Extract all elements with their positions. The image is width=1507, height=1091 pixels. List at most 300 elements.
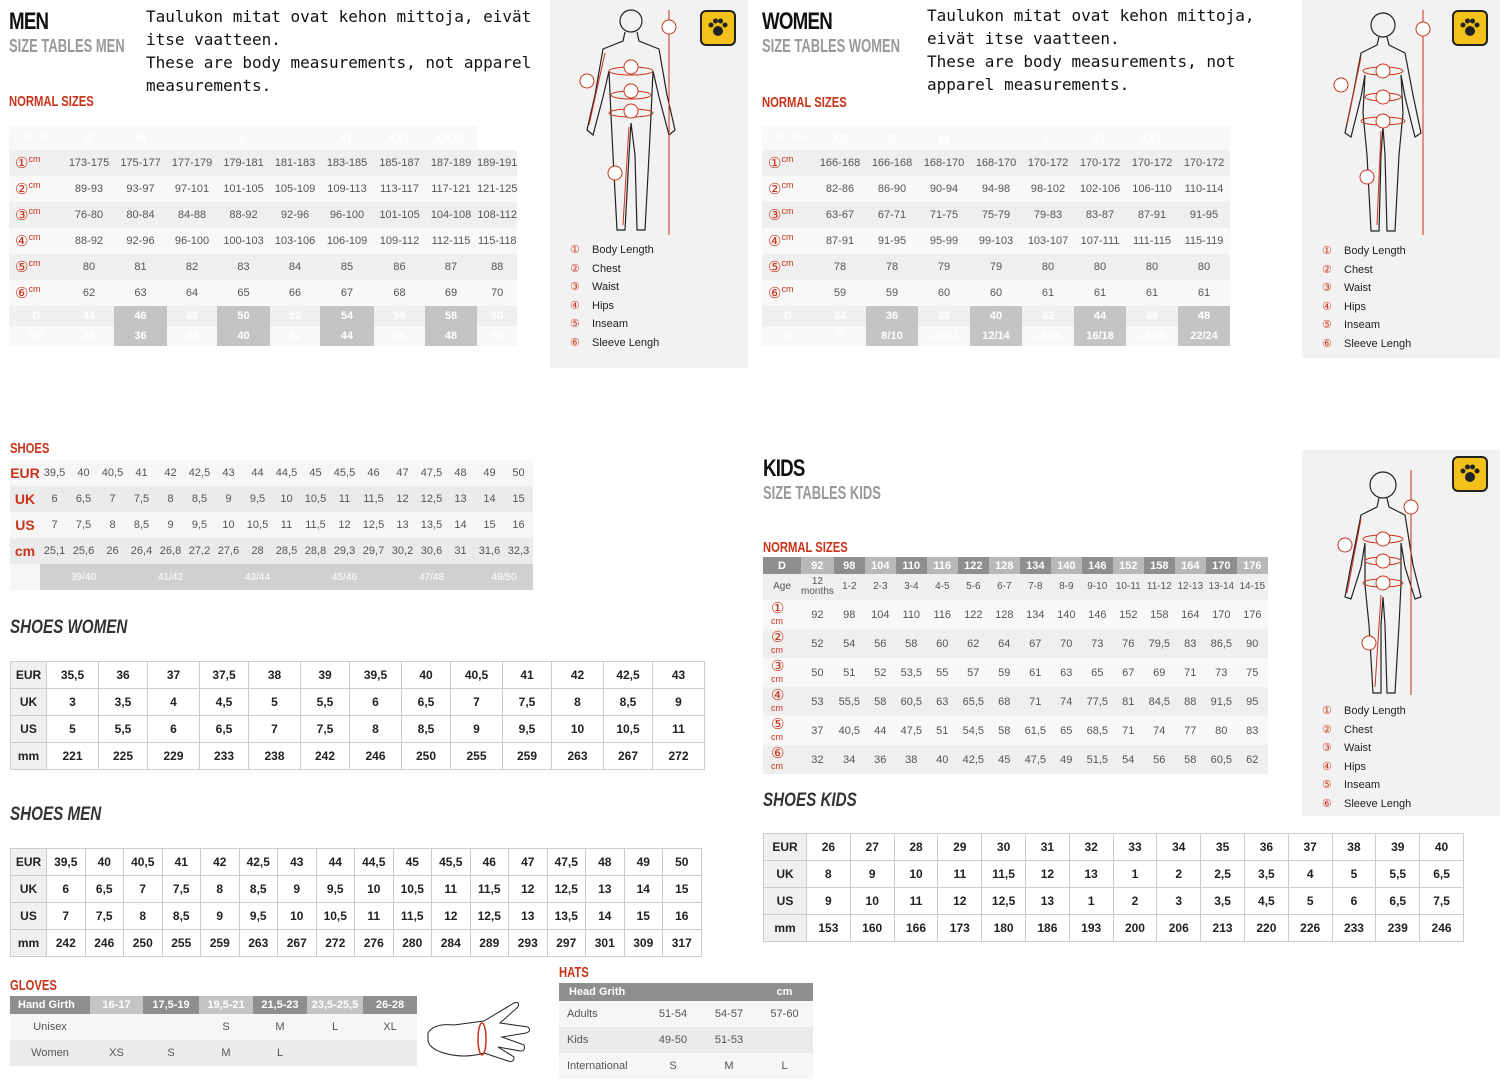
shoe-size-cell: 9 <box>451 716 503 743</box>
shoe-cell: 39,5 <box>40 460 69 486</box>
table-cell: 86 <box>374 254 425 280</box>
kids-header-cell: 104 <box>865 557 896 574</box>
shoe-size-cell: 2,5 <box>1201 861 1245 888</box>
shoe-size-cell: 246 <box>350 743 402 770</box>
hats-cell: 51-53 <box>702 1027 756 1053</box>
legend-item <box>1322 335 1411 354</box>
kids-cell: 95 <box>1237 687 1268 716</box>
hats-cell: 51-54 <box>644 1001 702 1027</box>
kids-cell: 38 <box>896 745 927 774</box>
shoe-cell: 45 <box>301 460 330 486</box>
shoe-size-cell: 297 <box>547 930 586 957</box>
row-label <box>9 176 64 202</box>
gloves-cell <box>90 1014 143 1040</box>
kids-cell: 146 <box>1082 600 1113 629</box>
row-label <box>763 745 801 774</box>
measure-number-icon: ② <box>1322 263 1332 276</box>
legend-item <box>1322 776 1411 795</box>
kids-cell: 88 <box>1175 687 1206 716</box>
shoe-cell: 50 <box>504 460 533 486</box>
men-legend <box>570 241 659 353</box>
shoe-cell: 9 <box>214 486 243 512</box>
shoe-size-cell: 10,5 <box>316 903 355 930</box>
shoe-size-cell: 10 <box>894 861 938 888</box>
shoe-size-cell: 6 <box>350 689 402 716</box>
table-cell: 87-91 <box>814 228 866 254</box>
measure-number-icon: ⑥ <box>771 744 785 762</box>
women-figure-panel <box>1302 0 1500 358</box>
shoe-cell: 27,6 <box>214 538 243 564</box>
shoe-size-cell: 15 <box>624 903 663 930</box>
shoe-size-cell: 3,5 <box>1244 861 1288 888</box>
kids-cell: 86,5 <box>1206 629 1237 658</box>
measure-number-icon: ⑤ <box>768 259 782 276</box>
kids-header-cell: 140 <box>1051 557 1082 574</box>
legend-item <box>1322 316 1411 335</box>
kids-cell: 52 <box>801 629 834 658</box>
kids-header-cell: 152 <box>1113 557 1144 574</box>
row-label <box>763 658 801 687</box>
shoe-size-cell: 45,5 <box>432 849 471 876</box>
legend-label: Sleeve Lengh <box>592 336 660 349</box>
shoe-size-cell: 44,5 <box>355 849 394 876</box>
shoe-cell: 8 <box>156 486 185 512</box>
shoe-size-cell: 272 <box>653 743 705 770</box>
shoe-cell: 46 <box>359 460 388 486</box>
shoe-size-cell: 5 <box>249 689 301 716</box>
header-cell <box>270 126 320 150</box>
shoe-size-cell: 10,5 <box>393 876 432 903</box>
table-cell: 61 <box>1074 280 1126 306</box>
measure-number-icon: ① <box>768 155 782 172</box>
kids-cell: 74 <box>1144 716 1175 745</box>
table-cell: 168-170 <box>918 150 970 176</box>
hats-cell: 54-57 <box>702 1001 756 1027</box>
shoe-cell: 9,5 <box>185 512 214 538</box>
table-cell: 113-117 <box>374 176 425 202</box>
shoe-size-cell: 38 <box>1332 834 1376 861</box>
measure-number-icon: ③ <box>1322 282 1332 295</box>
shoe-size-cell: 239 <box>1376 915 1420 942</box>
kids-cell: 58 <box>865 687 896 716</box>
table-cell: 92-96 <box>270 202 320 228</box>
shoe-size-cell: 9 <box>653 689 705 716</box>
shoe-size-cell: 7,5 <box>162 876 201 903</box>
unit-label: cm <box>781 206 794 216</box>
shoe-row <box>10 460 533 486</box>
header-cell <box>167 126 217 150</box>
legend-label: Waist <box>592 281 620 294</box>
measure-number-icon: ⑤ <box>1322 319 1332 332</box>
table-cell: 59 <box>814 280 866 306</box>
table-cell: 85 <box>320 254 374 280</box>
shoe-size-row <box>11 689 705 716</box>
kids-age-cell: 14-15 <box>1237 574 1268 600</box>
measure-number-icon: ⑥ <box>570 336 580 349</box>
gloves-header-row <box>10 996 417 1014</box>
measure-number-icon: ⑥ <box>15 285 29 302</box>
shoe-size-cell: US <box>764 888 807 915</box>
table-row <box>762 150 1230 176</box>
male-body-outline-icon <box>565 5 685 240</box>
shoe-row-label: UK <box>10 486 40 512</box>
kids-cell: 63 <box>1051 658 1082 687</box>
shoe-size-cell: 8,5 <box>239 876 278 903</box>
kids-cell: 56 <box>865 629 896 658</box>
shoe-cell: 8 <box>98 512 127 538</box>
shoe-row-label: EUR <box>10 460 40 486</box>
shoe-size-cell: 11 <box>355 903 394 930</box>
kids-cell: 71 <box>1113 716 1144 745</box>
shoe-size-cell: 39,5 <box>350 662 402 689</box>
conversion-cell: 44 <box>64 306 114 326</box>
shoe-size-cell: 12 <box>509 876 548 903</box>
gloves-cell: XL <box>363 1014 417 1040</box>
kids-header-cell: 98 <box>834 557 865 574</box>
measure-number-icon: ② <box>768 181 782 198</box>
legend-label: Inseam <box>1344 779 1381 792</box>
hats-row <box>559 1053 813 1079</box>
table-cell: 105-109 <box>270 176 320 202</box>
kids-cell: 58 <box>1175 745 1206 774</box>
shoe-size-cell: 41 <box>503 662 552 689</box>
table-row <box>762 228 1230 254</box>
measure-number-icon: ③ <box>768 207 782 224</box>
shoe-size-cell: 42,5 <box>604 662 653 689</box>
table-cell: 99-103 <box>970 228 1022 254</box>
shoe-size-cell: 35,5 <box>47 662 99 689</box>
shoe-cell: 12,5 <box>417 486 446 512</box>
legend-item <box>570 297 659 316</box>
shoe-size-cell: 37 <box>1288 834 1332 861</box>
shoe-size-row <box>11 662 705 689</box>
kids-cell: 53,5 <box>896 658 927 687</box>
shoe-size-cell: 12 <box>938 888 982 915</box>
shoe-size-cell: 9 <box>201 903 240 930</box>
shoe-size-cell: 40 <box>85 849 124 876</box>
measure-number-icon: ⑤ <box>15 259 29 276</box>
legend-item <box>570 278 659 297</box>
kids-row <box>763 687 1268 716</box>
shoe-size-cell: 3 <box>1157 888 1201 915</box>
kids-row <box>763 745 1268 774</box>
shoe-cell: 7,5 <box>69 512 98 538</box>
table-cell: 88-92 <box>64 228 114 254</box>
women-note-en: These are body measurements, not apparel measurements. <box>927 52 1236 94</box>
header-cell: EU/US/UK <box>762 126 814 150</box>
shoe-size-cell: EUR <box>11 849 47 876</box>
hats-header-cell: cm <box>756 983 813 1001</box>
table-cell: 101-105 <box>217 176 270 202</box>
shoe-group-label: 47/48 <box>388 564 475 590</box>
measure-number-icon: ④ <box>771 686 785 704</box>
kids-age-row <box>763 574 1268 600</box>
measure-number-icon: ⑤ <box>771 715 785 733</box>
kids-cell: 32 <box>801 745 834 774</box>
conversion-cell: 50 <box>477 326 517 346</box>
table-cell: 84 <box>270 254 320 280</box>
women-note-fi: Taulukon mitat ovat kehon mittoja, eivät itse vaatteen. <box>927 6 1255 48</box>
hats-row <box>559 1027 813 1053</box>
conversion-cell: UK <box>762 326 814 346</box>
shoe-size-row <box>764 861 1464 888</box>
kids-header-cell: 134 <box>1020 557 1051 574</box>
shoe-size-cell: 8,5 <box>162 903 201 930</box>
kids-cell: 134 <box>1020 600 1051 629</box>
header-cell <box>1178 126 1230 150</box>
kids-cell: 90 <box>1237 629 1268 658</box>
shoe-cell: 10,5 <box>243 512 272 538</box>
shoe-size-cell: 8 <box>124 903 163 930</box>
kids-cell: 65 <box>1051 716 1082 745</box>
unit-label: cm <box>771 615 783 626</box>
kids-age-cell: 12-13 <box>1175 574 1206 600</box>
shoe-size-cell: 12 <box>432 903 471 930</box>
shoe-cell: 12 <box>330 512 359 538</box>
kids-cell: 170 <box>1206 600 1237 629</box>
shoe-cell: 48 <box>446 460 475 486</box>
header-cell: EU/US/UK <box>9 126 64 150</box>
legend-label: Hips <box>1344 760 1367 773</box>
kids-cell: 65,5 <box>958 687 989 716</box>
shoe-cell: 30,6 <box>417 538 446 564</box>
kids-cell: 56 <box>1144 745 1175 774</box>
conversion-cell: 34 <box>814 306 866 326</box>
shoe-size-cell: 9 <box>850 861 894 888</box>
table-cell: 71-75 <box>918 202 970 228</box>
shoe-cell: 9,5 <box>243 486 272 512</box>
shoe-size-cell: 39 <box>301 662 350 689</box>
measure-number-icon: ④ <box>1322 760 1332 773</box>
shoe-size-cell: 5,5 <box>99 716 148 743</box>
legend-label: Inseam <box>592 318 629 331</box>
table-cell: 96-100 <box>320 202 374 228</box>
shoe-cell: 43 <box>214 460 243 486</box>
table-cell: 80 <box>1178 254 1230 280</box>
conversion-cell: UK <box>9 326 64 346</box>
legend-label: Sleeve Lengh <box>1344 797 1412 810</box>
shoe-size-cell: 173 <box>938 915 982 942</box>
measure-number-icon: ① <box>1322 245 1332 257</box>
kids-cell: 58 <box>989 716 1020 745</box>
gloves-header-cell: Hand Girth <box>10 996 90 1014</box>
shoe-size-cell: 39,5 <box>47 849 86 876</box>
table-cell: 112-115 <box>425 228 477 254</box>
kids-cell: 71 <box>1020 687 1051 716</box>
gloves-cell: S <box>143 1040 199 1066</box>
hats-heading: HATS <box>559 964 589 981</box>
measure-number-icon: ① <box>1322 705 1332 717</box>
hats-cell <box>756 1027 813 1053</box>
unit-label: cm <box>771 702 783 713</box>
women-subtitle: SIZE TABLES WOMEN <box>762 36 901 56</box>
kids-cell: 34 <box>834 745 865 774</box>
shoe-group-label: 49/50 <box>475 564 533 590</box>
gloves-cell: Unisex <box>10 1014 90 1040</box>
shoe-size-cell: 213 <box>1201 915 1245 942</box>
shoe-size-cell: 49 <box>624 849 663 876</box>
shoe-cell: 13 <box>446 486 475 512</box>
gloves-cell: M <box>199 1040 253 1066</box>
kids-age-cell: 11-12 <box>1144 574 1175 600</box>
shoe-cell: 40,5 <box>98 460 127 486</box>
shoe-cell: 42,5 <box>185 460 214 486</box>
measure-number-icon: ⑥ <box>768 285 782 302</box>
shoe-size-cell: 6 <box>1332 888 1376 915</box>
shoe-size-cell: 13 <box>1025 888 1069 915</box>
shoe-size-cell: 206 <box>1157 915 1201 942</box>
shoe-size-row <box>11 876 702 903</box>
kids-age-cell: 5-6 <box>958 574 989 600</box>
unit-label: cm <box>28 154 41 164</box>
legend-label: Chest <box>592 262 621 275</box>
table-cell: 69 <box>425 280 477 306</box>
shoe-size-cell: 8,5 <box>402 716 451 743</box>
shoe-size-cell: 9,5 <box>239 903 278 930</box>
table-cell: 65 <box>217 280 270 306</box>
shoe-size-cell: EUR <box>764 834 807 861</box>
legend-item <box>570 315 659 334</box>
shoe-size-cell: 44 <box>316 849 355 876</box>
shoe-size-cell: 50 <box>663 849 702 876</box>
table-row <box>9 150 517 176</box>
men-note-en: These are body measurements, not apparel measurements. <box>146 53 532 95</box>
table-cell: 173-175 <box>64 150 114 176</box>
shoe-cell: 42 <box>156 460 185 486</box>
shoe-size-cell: 9 <box>278 876 317 903</box>
shoe-size-cell: 289 <box>470 930 509 957</box>
measure-number-icon: ③ <box>570 281 580 294</box>
shoe-size-cell: 45 <box>393 849 432 876</box>
row-label <box>762 280 814 306</box>
shoe-size-cell: 301 <box>586 930 625 957</box>
table-cell: 83-87 <box>1074 202 1126 228</box>
kids-age-cell: 7-8 <box>1020 574 1051 600</box>
shoe-size-cell: 9 <box>807 888 851 915</box>
hats-cell: M <box>702 1053 756 1079</box>
shoe-size-cell: 193 <box>1069 915 1113 942</box>
shoes-men-heading: SHOES MEN <box>10 804 102 825</box>
kids-cell: 81 <box>1113 687 1144 716</box>
shoe-cell: 15 <box>504 486 533 512</box>
shoe-cell: 31 <box>446 538 475 564</box>
shoes-heading: SHOES <box>10 440 50 457</box>
shoe-size-cell: 221 <box>47 743 99 770</box>
legend-item <box>570 334 659 353</box>
measure-number-icon: ② <box>15 181 29 198</box>
table-cell: 187-189 <box>425 150 477 176</box>
table-cell: 82-86 <box>814 176 866 202</box>
table-cell: 115-118 <box>477 228 517 254</box>
table-cell: 110-114 <box>1178 176 1230 202</box>
shoe-cell: 8,5 <box>127 512 156 538</box>
table-cell: 177-179 <box>167 150 217 176</box>
shoe-size-cell: 14 <box>586 903 625 930</box>
shoe-size-cell: 309 <box>624 930 663 957</box>
shoe-size-cell: 31 <box>1025 834 1069 861</box>
header-cell: M <box>114 126 167 150</box>
gloves-table <box>10 996 417 1066</box>
shoe-cell: 14 <box>475 486 504 512</box>
shoe-size-cell: 33 <box>1113 834 1157 861</box>
kids-grid <box>763 557 1268 774</box>
kids-cell: 64 <box>989 629 1020 658</box>
shoe-cell: 26,4 <box>127 538 156 564</box>
unit-label: cm <box>771 644 783 655</box>
shoe-size-cell: 2 <box>1113 888 1157 915</box>
kids-age-cell: 3-4 <box>896 574 927 600</box>
kids-cell: 67 <box>1113 658 1144 687</box>
shoe-size-cell: 3,5 <box>99 689 148 716</box>
shoe-size-cell: 6 <box>47 876 86 903</box>
table-cell: 79-83 <box>1022 202 1074 228</box>
table-cell: 96-100 <box>167 228 217 254</box>
table-cell: 82 <box>167 254 217 280</box>
shoe-size-cell: 8 <box>201 876 240 903</box>
legend-item <box>1322 279 1411 298</box>
shoe-size-cell: 8 <box>350 716 402 743</box>
hats-header-row <box>559 983 813 1001</box>
shoes-grid <box>10 460 533 590</box>
kids-cell: 92 <box>801 600 834 629</box>
shoe-size-cell: 7,5 <box>85 903 124 930</box>
shoe-group-label: 39/40 <box>40 564 127 590</box>
shoe-size-cell: 226 <box>1288 915 1332 942</box>
gloves-header-cell: 21,5-23 <box>253 996 307 1014</box>
table-cell: 109-113 <box>320 176 374 202</box>
shoe-group-row <box>10 564 533 590</box>
shoe-size-cell: 10 <box>850 888 894 915</box>
unit-label: cm <box>781 232 794 242</box>
shoe-size-cell: 15 <box>663 876 702 903</box>
shoe-cell: 7,5 <box>127 486 156 512</box>
gloves-cell: L <box>307 1014 363 1040</box>
shoe-cell: 10 <box>214 512 243 538</box>
shoe-cell: 28,8 <box>301 538 330 564</box>
shoe-size-row <box>11 716 705 743</box>
men-table-grid <box>9 126 517 346</box>
men-figure-panel <box>550 0 748 368</box>
table-cell: 89-93 <box>64 176 114 202</box>
legend-label: Hips <box>1344 300 1367 313</box>
kids-cell: 76 <box>1113 629 1144 658</box>
table-row <box>762 280 1230 306</box>
table-cell: 103-107 <box>1022 228 1074 254</box>
shoe-size-cell: 200 <box>1113 915 1157 942</box>
table-cell: 170-172 <box>1074 150 1126 176</box>
shoe-size-cell: 280 <box>393 930 432 957</box>
measure-number-icon: ④ <box>768 233 782 250</box>
kids-header-row <box>763 557 1268 574</box>
measure-number-icon: ① <box>15 155 29 172</box>
shoe-size-cell: 233 <box>200 743 249 770</box>
shoe-size-cell: 13 <box>586 876 625 903</box>
shoe-size-row <box>11 903 702 930</box>
shoe-size-cell: 38 <box>249 662 301 689</box>
kids-cell: 40 <box>927 745 958 774</box>
table-cell: 70 <box>477 280 517 306</box>
kids-row <box>763 600 1268 629</box>
shoe-size-row <box>11 743 705 770</box>
measure-number-icon: ① <box>771 599 785 617</box>
kids-header-cell: 176 <box>1237 557 1268 574</box>
kids-normal-sizes-heading: NORMAL SIZES <box>763 539 848 556</box>
kids-cell: 70 <box>1051 629 1082 658</box>
header-cell: S <box>866 126 918 150</box>
shoes-kids-heading: SHOES KIDS <box>763 790 857 811</box>
women-table-grid <box>762 126 1230 346</box>
row-label <box>763 687 801 716</box>
